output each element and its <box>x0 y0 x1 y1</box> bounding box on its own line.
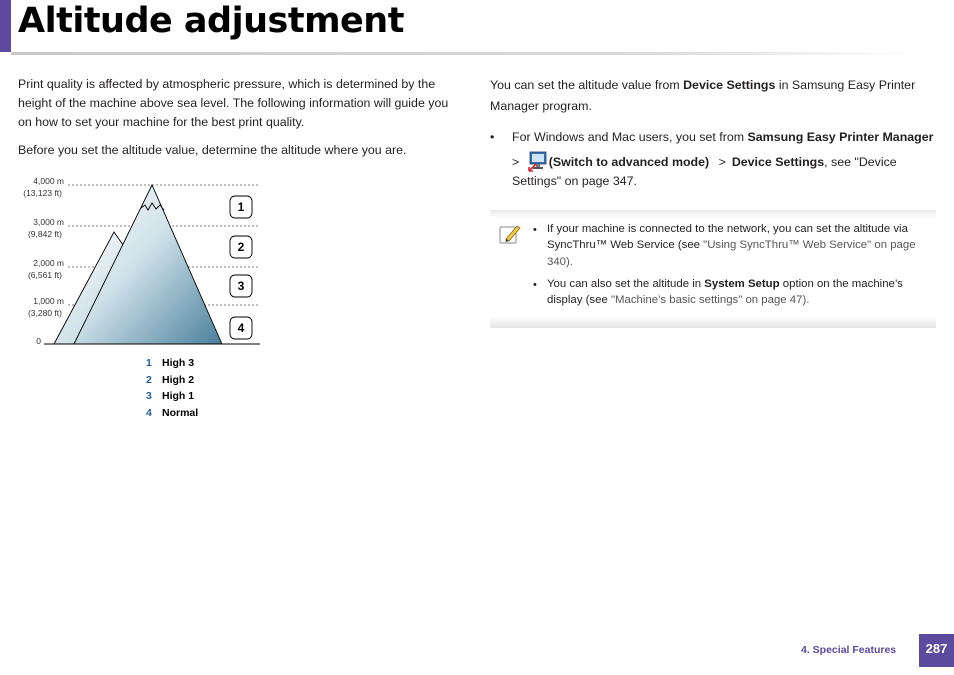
page-title: Altitude adjustment <box>18 1 404 41</box>
level-4000-m: 4,000 m <box>33 176 64 186</box>
legend-number-4: 4 <box>146 407 152 419</box>
intro-paragraph-line-3: on how to set your machine for the best print quality. <box>18 115 305 129</box>
syncthru-reference: "Using SyncThru™ Web Service" on page <box>703 239 916 251</box>
legend-number-1: 1 <box>146 357 152 369</box>
level-2000-ft: (6,561 ft) <box>27 270 62 280</box>
legend-label-high-3: High 3 <box>162 357 195 369</box>
callout-1: 1 <box>237 200 245 214</box>
note-item-1-line-3: 340). <box>547 256 573 268</box>
level-zero: 0 <box>36 336 41 346</box>
bullet-dot: • <box>490 130 495 144</box>
bullet-line-1 <box>512 128 933 147</box>
bullet-line-2 <box>512 150 897 174</box>
note-bullet-2: • <box>533 279 537 291</box>
legend-number-2: 2 <box>146 374 152 386</box>
note-item-2-line-1 <box>547 276 903 293</box>
samsung-easy-printer-manager-bold: Samsung Easy Printer Manager <box>747 130 934 144</box>
level-1000-m: 1,000 m <box>33 296 64 306</box>
level-2000-m: 2,000 m <box>33 258 64 268</box>
title-accent-bar <box>0 0 11 52</box>
note-item-1-line-1: If your machine is connected to the network, you can set the altitude via <box>547 223 908 235</box>
page-number-badge: 287 <box>919 634 954 667</box>
note-item-2-line-2a: display (see <box>547 294 611 306</box>
breadcrumb-separator-2: > <box>718 155 726 169</box>
note-item-1-line-2 <box>547 237 916 254</box>
note-item-2-line-2 <box>547 292 809 309</box>
determine-altitude-paragraph: Before you set the altitude value, determine the altitude where you are. <box>18 143 407 157</box>
note-item-1-line-2a: SyncThru™ Web Service (see <box>547 239 704 251</box>
note-bullet-1: • <box>533 224 537 236</box>
legend-label-high-1: High 1 <box>162 390 195 402</box>
bullet-pre-text: For Windows and Mac users, you set from <box>512 130 748 144</box>
switch-advanced-mode-icon <box>527 150 549 172</box>
note-box <box>490 210 936 328</box>
callout-3: 3 <box>237 279 245 293</box>
intro-line-2: Manager program. <box>490 99 592 113</box>
intro-paragraph-line-1: Print quality is affected by atmospheric pressure, which is determined by the <box>18 77 436 91</box>
intro-pre-text: You can set the altitude value from <box>490 78 684 92</box>
device-settings-bold: Device Settings <box>683 78 776 92</box>
legend-label-high-2: High 2 <box>162 374 195 386</box>
level-3000-m: 3,000 m <box>33 217 64 227</box>
system-setup-bold: System Setup <box>704 278 780 290</box>
note-pencil-icon <box>498 222 522 246</box>
note-item-2-pre: You can also set the altitude in <box>547 278 705 290</box>
title-divider <box>11 52 916 55</box>
callout-2: 2 <box>237 240 245 254</box>
note-item-2-post: option on the machine’s <box>779 278 903 290</box>
level-3000-ft: (9,842 ft) <box>27 229 62 239</box>
footer-section-label: 4. Special Features <box>801 644 897 656</box>
altitude-diagram <box>14 172 264 352</box>
device-settings-paragraph <box>490 76 915 95</box>
level-1000-ft: (3,280 ft) <box>27 308 62 318</box>
switch-advanced-mode-bold: (Switch to advanced mode) <box>548 155 710 169</box>
breadcrumb-separator: > <box>512 155 520 169</box>
level-4000-ft: (13,123 ft) <box>23 188 62 198</box>
bullet-post-text: , see "Device <box>824 155 897 169</box>
bullet-line-3: Settings" on page 347. <box>512 174 637 188</box>
device-settings-bold-2: Device Settings <box>731 155 825 169</box>
intro-paragraph-line-2: height of the machine above sea level. The following information will guide you <box>18 96 449 110</box>
legend-number-3: 3 <box>146 390 152 402</box>
legend-label-normal: Normal <box>162 407 199 419</box>
intro-mid-text: in Samsung Easy Printer <box>775 78 916 92</box>
basic-settings-reference: "Machine’s basic settings" on page 47). <box>610 294 810 306</box>
callout-4: 4 <box>237 321 245 335</box>
